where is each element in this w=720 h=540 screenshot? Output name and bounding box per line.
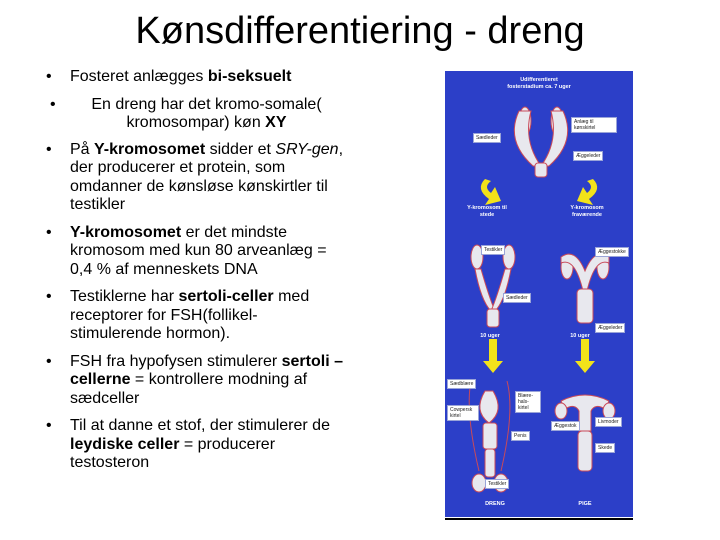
figure-baseline: [445, 518, 633, 520]
bullet-item: [44, 141, 349, 215]
label-penis: Penis: [511, 431, 530, 441]
bullet-text-run: Y-kromosomet: [70, 223, 182, 241]
bullet-text-run: = producerer testosteron: [70, 435, 276, 471]
bullet-dot: •: [46, 140, 52, 158]
label-aeggestokke: Æggestokke: [595, 247, 629, 257]
label-blaerehalskirtel: Blære-hals-kirtel: [515, 391, 541, 413]
label-livmoder: Livmoder: [595, 417, 622, 427]
bullet-text-run: SRY-gen: [275, 140, 339, 158]
bullet-text-run: med receptorer for FSH(follikel-stimulerende hormon).: [70, 288, 310, 342]
bullet-item: [44, 68, 349, 87]
bullet-text-run: bi-seksuelt: [207, 68, 292, 85]
bullet-text-run: , der producerer et protein, som omdanner de kønsløse kønskirtler til testikler: [70, 140, 344, 213]
bullet-text-run: XY: [265, 114, 287, 131]
bullet-text-run: = kontrollere modning af sædceller: [70, 371, 308, 407]
bullet-text-run: sertoli – cellerne: [70, 352, 343, 388]
bullet-text-run: På: [70, 140, 95, 158]
bullet-dot: •: [46, 417, 52, 434]
bullet-text-run: En dreng har det kromo-somale( kromosompar) køn: [91, 95, 322, 131]
bullet-dot: •: [46, 223, 52, 241]
caption-y-present: Y-kromosom til stede: [467, 205, 507, 218]
label-aeggeleder-top: Æggeleder: [573, 151, 603, 161]
label-aeggestok: Æggestok: [551, 421, 580, 431]
figure-top-caption: Udifferentieret fosterstadium ca. 7 uger: [507, 77, 571, 90]
bullet-item: [44, 288, 349, 344]
bullet-text-run: leydiske celler: [70, 435, 180, 453]
bullet-text-run: FSH fra hypofysen stimulerer: [70, 352, 282, 370]
bullet-dot: •: [46, 68, 52, 85]
bullet-item: [44, 224, 349, 280]
label-cowpersk: Cowpersk kirtel: [447, 405, 479, 421]
caption-y-absent: Y-kromosom fraværende: [570, 205, 604, 218]
label-anlaeg: Anlæg til kønskirtel: [571, 117, 617, 133]
bullet-dot: •: [46, 352, 52, 370]
label-saedblaere: Sædblære: [447, 379, 476, 389]
bullet-text-run: Fosteret anlægges: [70, 68, 208, 85]
label-testikler: Testikler: [481, 245, 505, 255]
label-skede: Skede: [595, 443, 615, 453]
bullet-text-run: er det mindste kromosom med kun 80 arveanlæg = 0,4 % af menneskets DNA: [70, 223, 327, 278]
label-saedleder-top: Sædleder: [473, 133, 501, 143]
caption-weeks-right: 10 uger: [570, 333, 590, 339]
bullet-text-run: Til at danne et stof, der stimulerer de: [70, 417, 330, 434]
bullet-dot: •: [46, 288, 52, 305]
bullet-item: [44, 353, 349, 409]
bullet-text-run: sidder et: [205, 140, 276, 158]
bullet-item: [44, 417, 349, 473]
slide-title: Kønsdifferentiering - dreng: [135, 10, 585, 52]
label-saedleder-mid: Sædleder: [503, 293, 531, 303]
bullet-text-run: Y-kromosomet: [94, 140, 206, 158]
label-testikler-bottom: Testikler: [485, 479, 509, 489]
bullet-list: [44, 68, 349, 482]
caption-pige: PIGE: [578, 501, 592, 507]
bullet-text-run: sertoli-celler: [178, 288, 274, 305]
caption-weeks-left: 10 uger: [480, 333, 500, 339]
bullet-item: [44, 96, 349, 133]
sex-differentiation-figure: [445, 71, 633, 517]
caption-dreng: DRENG: [485, 501, 505, 507]
label-aeggeleder-mid: Æggeleder: [595, 323, 625, 333]
bullet-dot: •: [50, 95, 56, 113]
bullet-text-run: Testiklerne har: [70, 288, 179, 305]
